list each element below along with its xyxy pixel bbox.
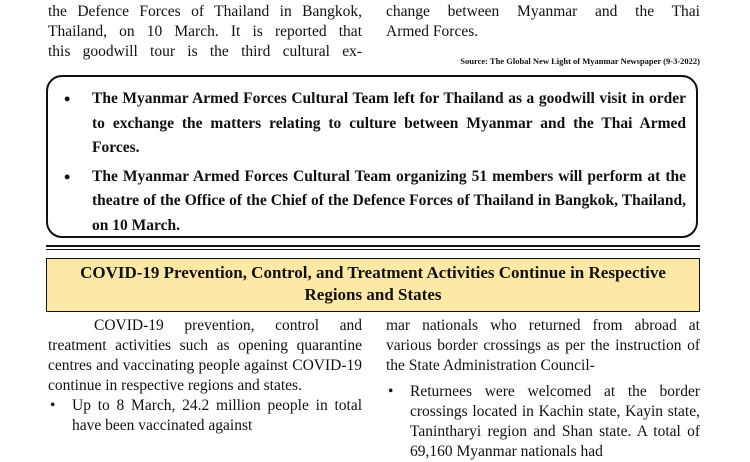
article-headline: COVID-19 Prevention, Control, and Treatment Activities Continue in Respective Regions and States bbox=[46, 258, 700, 312]
article-paragraph: COVID-19 prevention, control and treatment activities such as opening quarantine centres and vaccinating people against COVID-19 continue in respective regions and states. bbox=[48, 317, 362, 394]
top-right-column-text bbox=[386, 2, 700, 42]
top-left-line-3: this goodwill tour is the third cultural ex- bbox=[48, 43, 362, 60]
top-right-line-1: change between Myanmar and the Thai bbox=[386, 3, 700, 20]
top-left-line-1: the Defence Forces of Thailand in Bangkok, bbox=[48, 3, 362, 20]
top-left-line-2: Thailand, on 10 March. It is reported that bbox=[48, 23, 362, 40]
bottom-right-column-text bbox=[386, 316, 700, 462]
summary-list bbox=[58, 87, 686, 238]
summary-bullet: • The Myanmar Armed Forces Cultural Team organizing 51 members will perform at the theatre of the Office of the Chief of the Defence Forces of Thailand in Bangkok, Thailand, on 10 March. bbox=[58, 165, 686, 239]
summary-box bbox=[46, 75, 698, 238]
article-paragraph-continued: mar nationals who returned from abroad at various border crossings as per the instruction of the State Administration Council- bbox=[386, 317, 700, 374]
section-divider bbox=[46, 245, 700, 247]
bottom-left-column-text bbox=[48, 316, 362, 436]
article-bullet: • Up to 8 March, 24.2 million people in total have been vaccinated against bbox=[48, 396, 362, 436]
top-left-column-text bbox=[48, 2, 362, 62]
source-citation: Source: The Global New Light of Myanmar Newspaper (9-3-2022) bbox=[460, 56, 700, 66]
article-bullet: • Returnees were welcomed at the border crossings located in Kachin state, Kayin state, Tanintharyi region and Shan state. A total of 69,160 Myanmar nationals had bbox=[386, 382, 700, 462]
top-right-line-2: Armed Forces. bbox=[386, 23, 479, 40]
summary-bullet: • The Myanmar Armed Forces Cultural Team left for Thailand as a goodwill visit in order to exchange the matters relating to culture between Myanmar and the Thai Armed Forces. bbox=[58, 87, 686, 161]
section-divider-thin bbox=[46, 249, 700, 250]
